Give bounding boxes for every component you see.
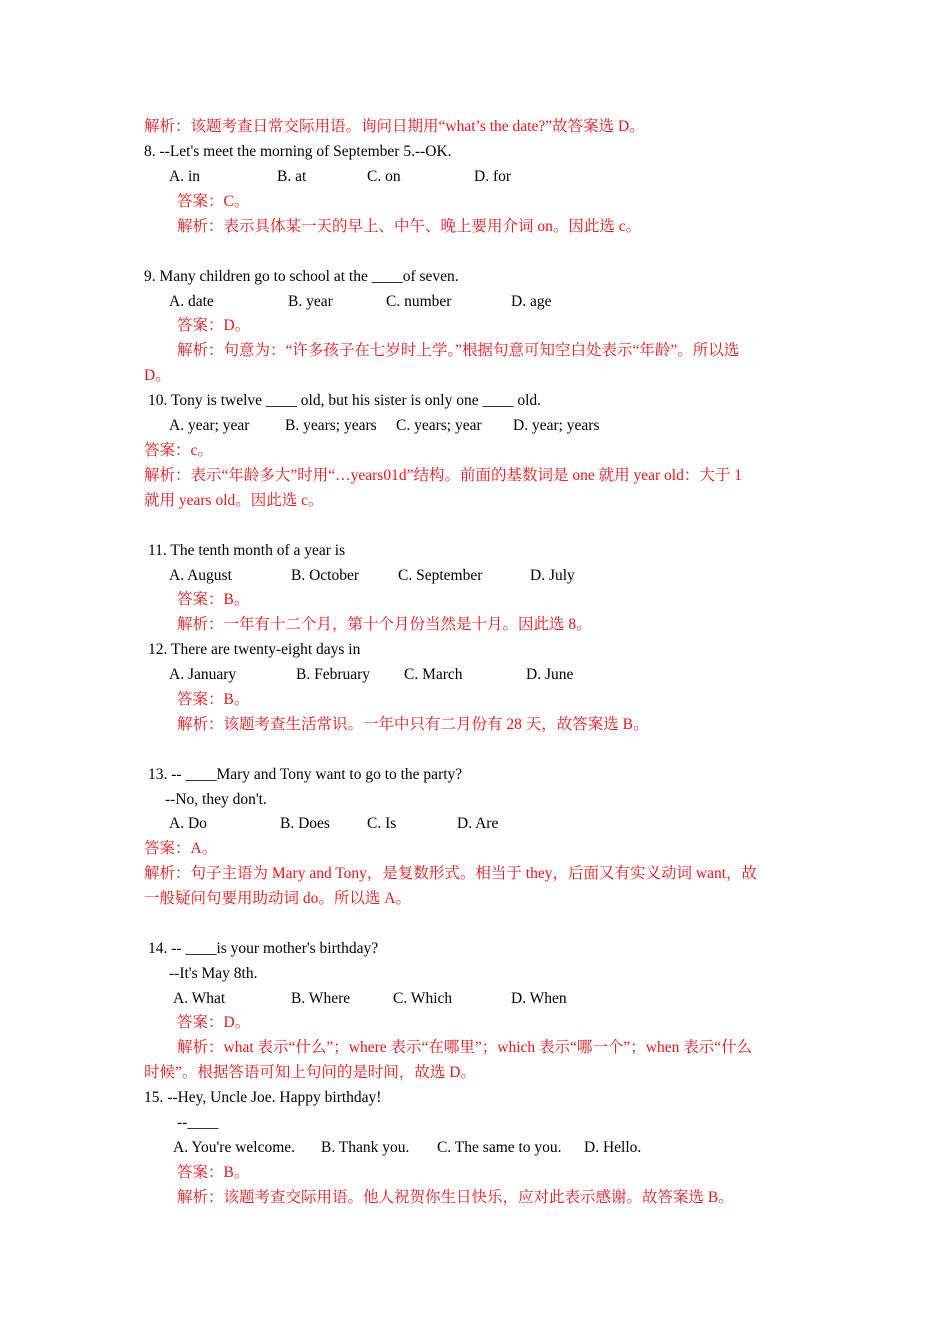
q14-stem: 14. -- ____is your mother's birthday? <box>148 940 379 957</box>
q12-option-d: D. June <box>526 666 574 683</box>
q9-explanation-line2: D。 <box>144 367 171 384</box>
q8-option-c: C. on <box>367 168 401 185</box>
q12-answer: 答案：B。 <box>177 691 250 708</box>
q11-answer: 答案：B。 <box>177 591 250 608</box>
q9-answer: 答案：D。 <box>177 317 251 334</box>
q9-option-d: D. age <box>511 293 552 310</box>
q8-option-d: D. for <box>474 168 512 185</box>
q12-option-b: B. February <box>296 666 371 683</box>
q10-option-b: B. years; years <box>285 417 377 434</box>
q12-explanation: 解析：该题考查生活常识。一年中只有二月份有 28 天，故答案选 B。 <box>177 716 649 733</box>
q9-option-b: B. year <box>288 293 333 310</box>
q14-option-b: B. Where <box>291 990 351 1007</box>
q12-stem: 12. There are twenty-eight days in <box>148 641 361 658</box>
q15-option-c: C. The same to you. <box>437 1139 562 1156</box>
q14-option-d: D. When <box>511 990 567 1007</box>
q10-explanation-line1: 解析：表示“年龄多大”时用“…years01d”结构。前面的基数词是 one 就用 year old：大于 1 <box>144 467 742 484</box>
q11-explanation: 解析：一年有十二个月，第十个月份当然是十月。因此选 8。 <box>177 616 592 633</box>
q15-reply: --____ <box>177 1114 219 1131</box>
q15-option-b: B. Thank you. <box>321 1139 410 1156</box>
q15-option-a: A. You're welcome. <box>173 1139 296 1156</box>
q13-explanation-line2: 一般疑问句要用助动词 do。所以选 A。 <box>144 890 411 907</box>
q11-option-d: D. July <box>530 567 575 584</box>
q10-explanation-line2: 就用 years old。因此选 c。 <box>144 492 324 509</box>
q8-stem: 8. --Let's meet the morning of September 5.--OK. <box>144 143 452 160</box>
q15-stem: 15. --Hey, Uncle Joe. Happy birthday! <box>144 1089 382 1106</box>
q14-answer: 答案：D。 <box>177 1014 251 1031</box>
q11-stem: 11. The tenth month of a year is <box>148 542 346 559</box>
q10-option-d: D. year; years <box>513 417 600 434</box>
q15-answer: 答案：B。 <box>177 1164 250 1181</box>
q14-reply: --It's May 8th. <box>169 965 258 982</box>
q10-option-c: C. years; year <box>396 417 482 434</box>
q12-option-c: C. March <box>404 666 463 683</box>
q9-option-a: A. date <box>169 293 214 310</box>
q14-explanation-line2: 时候”。根据答语可知上句问的是时间，故选 D。 <box>144 1064 476 1081</box>
q14-option-c: C. Which <box>393 990 453 1007</box>
q13-option-a: A. Do <box>169 815 207 832</box>
q9-option-c: C. number <box>386 293 452 310</box>
q13-stem: 13. -- ____Mary and Tony want to go to the party? <box>148 766 463 783</box>
q13-answer: 答案：A。 <box>144 840 218 857</box>
q11-option-b: B. October <box>291 567 360 584</box>
q11-option-c: C. September <box>398 567 483 584</box>
q12-option-a: A. January <box>169 666 237 683</box>
q14-option-a: A. What <box>173 990 226 1007</box>
q13-explanation-line1: 解析：句子主语为 Mary and Tony，是复数形式。相当于 they，后面又有实义动词 want，故 <box>144 865 758 882</box>
q13-option-d: D. Are <box>457 815 499 832</box>
q8-option-b: B. at <box>277 168 307 185</box>
q8-answer: 答案：C。 <box>177 193 250 210</box>
q9-stem: 9. Many children go to school at the ____of seven. <box>144 268 459 285</box>
q15-explanation: 解析：该题考查交际用语。他人祝贺你生日快乐，应对此表示感谢。故答案选 B。 <box>177 1189 734 1206</box>
q7-explanation: 解析：该题考查日常交际用语。询问日期用“what’s the date?”故答案选 D。 <box>144 118 645 135</box>
q10-option-a: A. year; year <box>169 417 250 434</box>
q13-option-c: C. Is <box>367 815 397 832</box>
q13-option-b: B. Does <box>280 815 330 832</box>
q10-answer: 答案：c。 <box>144 442 213 459</box>
q15-option-d: D. Hello. <box>584 1139 642 1156</box>
q8-explanation: 解析：表示具体某一天的早上、中午、晚上要用介词 on。因此选 c。 <box>177 218 642 235</box>
q13-reply: --No, they don't. <box>165 791 267 808</box>
q9-explanation-line1: 解析：句意为：“许多孩子在七岁时上学。”根据句意可知空白处表示“年龄”。所以选 <box>177 342 740 359</box>
q14-explanation-line1: 解析：what 表示“什么”；where 表示“在哪里”；which 表示“哪一个”；when 表示“什么 <box>177 1039 753 1056</box>
q11-option-a: A. August <box>169 567 232 584</box>
q10-stem: 10. Tony is twelve ____ old, but his sister is only one ____ old. <box>148 392 542 409</box>
q8-option-a: A. in <box>169 168 200 185</box>
